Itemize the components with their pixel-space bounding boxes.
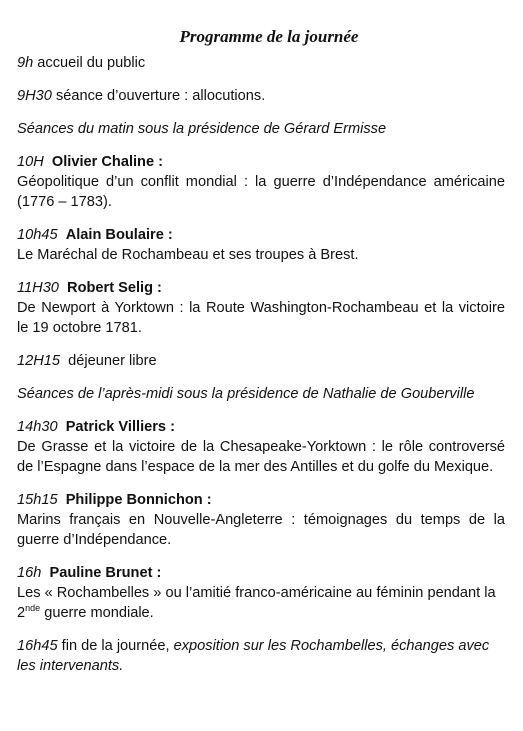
item-speaker: Robert Selig : [67,280,162,296]
item-time: 16h [17,565,42,581]
item-speaker: Patrick Villiers : [65,419,175,435]
item-time: 11H30 [17,280,59,296]
item-talk [17,583,505,623]
programme-item [17,490,505,550]
page-title: Programme de la journée [179,27,359,46]
session-heading: Séances du matin sous la présidence de Gérard Ermisse [17,121,387,137]
item-talk-text: Les « Rochambelles » ou l’amitié franco-américaine au féminin pendant la 2 [17,585,496,621]
item-text: déjeuner libre [68,353,157,369]
item-text: accueil du public [33,55,146,71]
item-time: 9h [17,55,34,71]
programme-item [17,278,505,338]
item-talk-superscript: nde [25,603,41,613]
item-talk-text-end: guerre mondiale. [40,605,154,621]
item-time: 12H15 [17,353,61,369]
item-speaker: Philippe Bonnichon : [65,492,212,508]
item-talk: Géopolitique d’un conflit mondial : la guerre d’Indépendance américaine (1776 – 1783). [17,174,505,210]
item-talk: Le Maréchal de Rochambeau et ses troupes à Brest. [17,247,359,263]
item-speaker: Pauline Brunet : [49,565,162,581]
item-time: 9H30 [17,88,52,104]
programme-item [17,351,505,371]
item-text: séance d’ouverture : allocutions. [51,88,266,104]
programme-item [17,417,505,477]
item-text: fin de la journée, [57,638,174,654]
programme-item [17,86,505,106]
item-speaker: Olivier Chaline : [51,154,163,170]
item-time: 10h45 [17,227,58,243]
programme-item [17,563,505,623]
item-talk: De Grasse et la victoire de la Chesapeake-Yorktown : le rôle controversé de l’Espagne dans l’espace de la mer des Antilles et du golfe du Mexique. [17,439,505,475]
programme-item [17,225,505,265]
programme-item [17,53,505,73]
item-time: 14h30 [17,419,58,435]
item-time: 10H [17,154,44,170]
item-text-italic: exposition sur les Rochambelles, échanges avec les intervenants. [17,638,490,674]
item-speaker: Alain Boulaire : [65,227,173,243]
programme-item [17,636,505,676]
item-talk: Marins français en Nouvelle-Angleterre : témoignages du temps de la guerre d’Indépendance. [17,512,505,548]
item-talk: De Newport à Yorktown : la Route Washington-Rochambeau et la victoire le 19 octobre 1781. [17,300,505,336]
item-time: 16h45 [17,638,58,654]
session-heading: Séances de l’après-midi sous la présidence de Nathalie de Gouberville [17,386,475,402]
programme-item [17,152,505,212]
item-time: 15h15 [17,492,58,508]
